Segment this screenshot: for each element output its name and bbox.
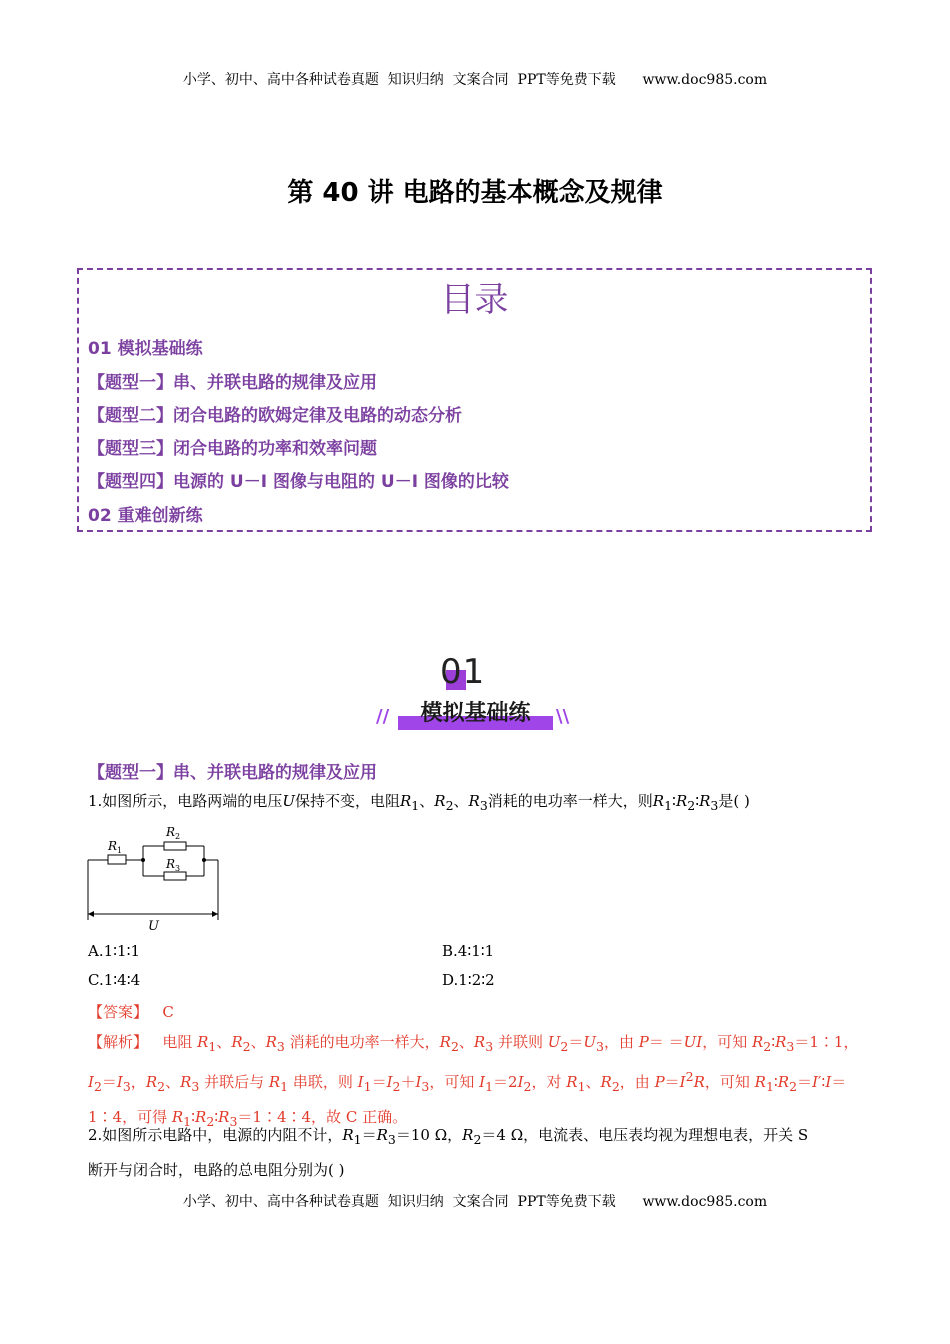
analysis-label: 【解析】 [88, 1033, 149, 1051]
toc-item[interactable]: 【题型一】串、并联电路的规律及应用 [88, 373, 377, 393]
section-number: 01 [440, 652, 486, 692]
option-a[interactable]: A.1∶1∶1 [88, 942, 141, 960]
label-r1: R [108, 839, 118, 853]
svg-text:3: 3 [175, 864, 181, 873]
question-type-heading: 【题型一】串、并联电路的规律及应用 [88, 763, 377, 783]
label-u: U [148, 919, 159, 934]
toc-item[interactable]: 【题型二】闭合电路的欧姆定律及电路的动态分析 [88, 406, 462, 426]
page-footer: 小学、初中、高中各种试卷真题 知识归纳 文案合同 PPT等免费下载 www.doc985.com [182, 1194, 768, 1210]
toc-item[interactable]: 01 模拟基础练 [88, 339, 203, 359]
toc-item[interactable]: 【题型三】闭合电路的功率和效率问题 [88, 439, 377, 459]
label-r2: R [166, 825, 176, 839]
question-2-stem: 2.如图所示电路中，电源的内阻不计，$R_1=R_3=10$ Ω，$R_2=4$ Ω，电流表、电压表均视为理想电表，开关 S 断开与闭合时，电路的总电阻分别为( ) [88, 1126, 809, 1179]
slash-decoration-left: // [376, 706, 390, 727]
toc-item[interactable]: 02 重难创新练 [88, 506, 203, 526]
option-c[interactable]: C.1∶4∶4 [88, 971, 141, 989]
question-1-stem: 1.如图所示，电路两端的电压U保持不变，电阻$R_1$、$R_2$、$R_3$消耗的电功率一样大，则$R_1∶R_2∶R_3$是( ) [88, 792, 750, 813]
page-title: 第 40 讲 电路的基本概念及规律 [287, 178, 663, 208]
section-title: 模拟基础练 [420, 701, 531, 726]
slash-decoration-right: \\ [556, 706, 570, 727]
option-d[interactable]: D.1∶2∶2 [442, 971, 495, 989]
answer-value: C [162, 1003, 174, 1021]
table-of-contents [77, 268, 872, 532]
svg-text:1: 1 [117, 846, 123, 855]
label-r3: R [166, 857, 176, 871]
page-header: 小学、初中、高中各种试卷真题 知识归纳 文案合同 PPT等免费下载 www.doc985.com [182, 72, 768, 88]
option-b[interactable]: B.4∶1∶1 [442, 942, 495, 960]
svg-text:2: 2 [175, 832, 181, 841]
answer-label: 【答案】 [88, 1003, 149, 1021]
answer-line [88, 1001, 174, 1022]
toc-item[interactable]: 【题型四】电源的 U－I 图像与电阻的 U－I 图像的比较 [88, 472, 509, 492]
analysis-text: 【解析】 电阻 $R_1$、$R_2$、$R_3$ 消耗的电功率一样大，$R_2$、$R_3$ 并联则 $U_2=U_3$，由 P＝ ＝UI，可知 $R_2∶R_3=1∶1$，$I_2=I_3$，$R_2$、$R_3$ 并联后与 $R_1$ 串联，则 $I_1=I_2+I_3$，可知 $I_1=2I_2$，对 $R_1$、$R_2$，由 $P=I^2R$，可知 $R_1∶R_2=I'∶I=1∶4$，可得 $R_1∶R_2∶R_3=1∶4∶4$，故 C 正确。 [88, 1033, 859, 1129]
toc-heading: 目录 [440, 280, 509, 320]
circuit-diagram [86, 820, 226, 935]
